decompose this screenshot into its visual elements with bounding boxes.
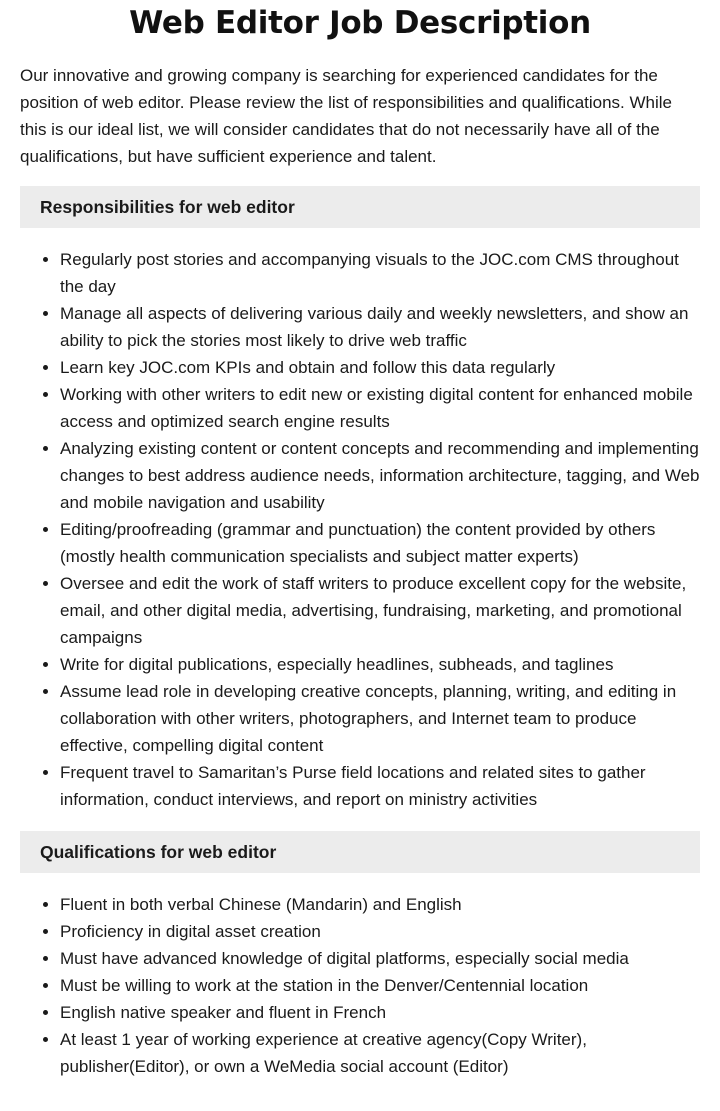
list-item: • Working with other writers to edit new or existing digital content for enhanced mobile access and optimized search engine results — [60, 381, 700, 435]
intro-paragraph: Our innovative and growing company is searching for experienced candidates for the position of web editor. Please review the list of responsibilities and qualifications. While this is our ideal list, we will consider candidates that do not necessarily have all of the qualifications, but have sufficient experience and talent. — [20, 66, 673, 166]
responsibilities-list — [20, 246, 700, 813]
list-item: • Must have advanced knowledge of digital platforms, especially social media — [60, 945, 700, 972]
list-item: • Learn key JOC.com KPIs and obtain and follow this data regularly — [60, 354, 700, 381]
responsibilities-heading: Responsibilities for web editor — [20, 186, 700, 228]
list-item: • Write for digital publications, especially headlines, subheads, and taglines — [60, 651, 700, 678]
list-item: • Fluent in both verbal Chinese (Mandarin) and English — [60, 891, 700, 918]
page-title: Web Editor Job Description — [129, 5, 591, 41]
qualifications-list — [20, 891, 700, 1080]
list-item: • Must be willing to work at the station in the Denver/Centennial location — [60, 972, 700, 999]
list-item: • Oversee and edit the work of staff writers to produce excellent copy for the website, email, and other digital media, advertising, fundraising, marketing, and promotional campaigns — [60, 570, 700, 651]
list-item: • Proficiency in digital asset creation — [60, 918, 700, 945]
list-item: • Analyzing existing content or content concepts and recommending and implementing changes to best address audience needs, information architecture, tagging, and Web and mobile navigation and usability — [60, 435, 700, 516]
list-item: • At least 1 year of working experience at creative agency(Copy Writer), publisher(Editor), or own a WeMedia social account (Editor) — [60, 1026, 700, 1080]
list-item: • Frequent travel to Samaritan’s Purse field locations and related sites to gather information, conduct interviews, and report on ministry activities — [60, 759, 700, 813]
list-item: • Manage all aspects of delivering various daily and weekly newsletters, and show an ability to pick the stories most likely to drive web traffic — [60, 300, 700, 354]
qualifications-heading: Qualifications for web editor — [20, 831, 700, 873]
list-item: • Assume lead role in developing creative concepts, planning, writing, and editing in collaboration with other writers, photographers, and Internet team to produce effective, compelling digital content — [60, 678, 700, 759]
list-item: • Editing/proofreading (grammar and punctuation) the content provided by others (mostly health communication specialists and subject matter experts) — [60, 516, 700, 570]
list-item: • Regularly post stories and accompanying visuals to the JOC.com CMS throughout the day — [60, 246, 700, 300]
list-item: • English native speaker and fluent in French — [60, 999, 700, 1026]
